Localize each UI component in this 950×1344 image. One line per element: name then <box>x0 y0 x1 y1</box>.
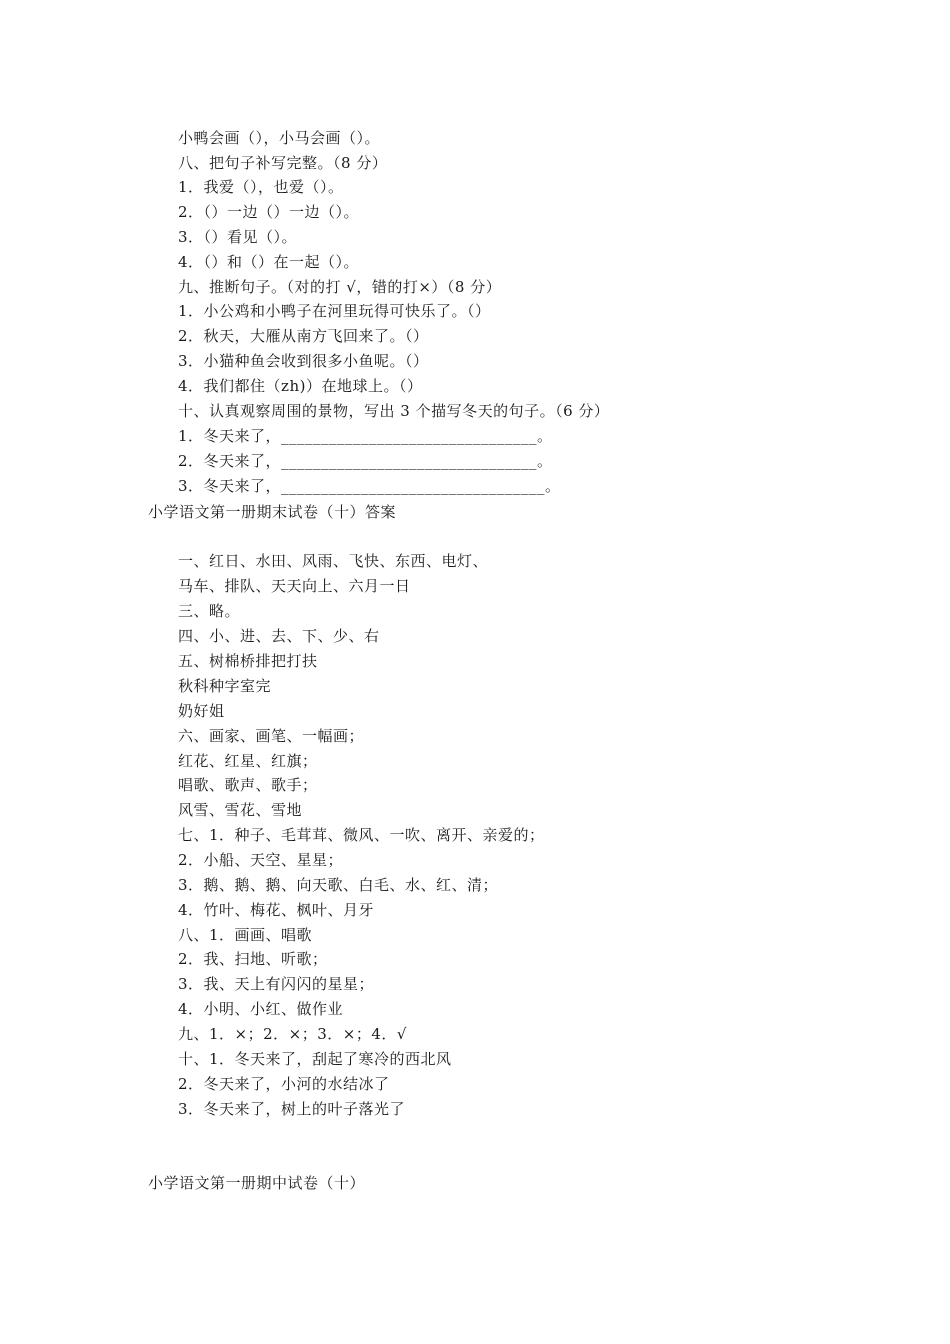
answer-line: 4．竹叶、梅花、枫叶、月牙 <box>178 901 375 919</box>
question-line: 3．冬天来了，_________________________________。 <box>178 477 561 495</box>
answer-line: 十、1．冬天来了，刮起了寒冷的西北风 <box>178 1050 452 1068</box>
answer-line: 风雪、雪花、雪地 <box>178 801 303 819</box>
answer-line: 四、小、进、去、下、少、右 <box>178 627 380 645</box>
answer-line: 六、画家、画笔、一幅画； <box>178 727 365 745</box>
answer-line: 九、1．×；2．×；3．×；4．√ <box>178 1025 407 1043</box>
answer-line: 2．小船、天空、星星； <box>178 851 344 869</box>
answer-line: 三、略。 <box>178 602 241 620</box>
answer-line: 4．小明、小红、做作业 <box>178 1000 344 1018</box>
question-line: 4．我们都住（zh)）在地球上。（） <box>178 377 423 395</box>
answer-line: 2．冬天来了，小河的水结冰了 <box>178 1075 390 1093</box>
answer-line: 唱歌、歌声、歌手； <box>178 776 318 794</box>
answer-line: 一、红日、水田、风雨、飞快、东西、电灯、 <box>178 552 489 570</box>
question-line: 3．小猫种鱼会收到很多小鱼呢。（） <box>178 352 429 370</box>
answer-line: 红花、红星、红旗； <box>178 752 318 770</box>
question-line: 1．冬天来了，________________________________。 <box>178 427 553 445</box>
question-line: 1．小公鸡和小鸭子在河里玩得可快乐了。（） <box>178 302 491 320</box>
question-line: 3．（）看见（）。 <box>178 228 298 246</box>
answer-line: 3．冬天来了，树上的叶子落光了 <box>178 1100 406 1118</box>
question-line: 4．（）和（）在一起（）。 <box>178 253 360 271</box>
question-line: 小鸭会画（），小马会画（）。 <box>178 129 381 147</box>
section-heading: 九、推断句子。（对的打 √，错的打×）（8 分） <box>178 278 502 296</box>
answer-line: 3．我、天上有闪闪的星星； <box>178 975 375 993</box>
section-heading: 十、认真观察周围的景物，写出 3 个描写冬天的句子。（6 分） <box>178 402 610 420</box>
section-heading: 八、把句子补写完整。（8 分） <box>178 154 388 172</box>
answer-line: 奶好姐 <box>178 702 225 720</box>
question-line: 2．秋天，大雁从南方飞回来了。（） <box>178 327 429 345</box>
answer-line: 马车、排队、天天向上、六月一日 <box>178 577 411 595</box>
answer-line: 2．我、扫地、听歌； <box>178 950 328 968</box>
answer-title: 小学语文第一册期末试卷（十）答案 <box>148 503 397 521</box>
answer-line: 五、树棉桥排把打扶 <box>178 652 318 670</box>
question-line: 2．（）一边（）一边（）。 <box>178 203 360 221</box>
answer-line: 秋科种字室完 <box>178 677 272 695</box>
next-exam-title: 小学语文第一册期中试卷（十） <box>148 1174 366 1192</box>
answer-line: 七、1．种子、毛茸茸、微风、一吹、离开、亲爱的； <box>178 826 545 844</box>
question-line: 2．冬天来了，________________________________。 <box>178 452 553 470</box>
answer-line: 八、1．画画、唱歌 <box>178 926 313 944</box>
question-line: 1．我爱（），也爱（）。 <box>178 178 344 196</box>
answer-line: 3．鹅、鹅、鹅、向天歌、白毛、水、红、清； <box>178 876 499 894</box>
